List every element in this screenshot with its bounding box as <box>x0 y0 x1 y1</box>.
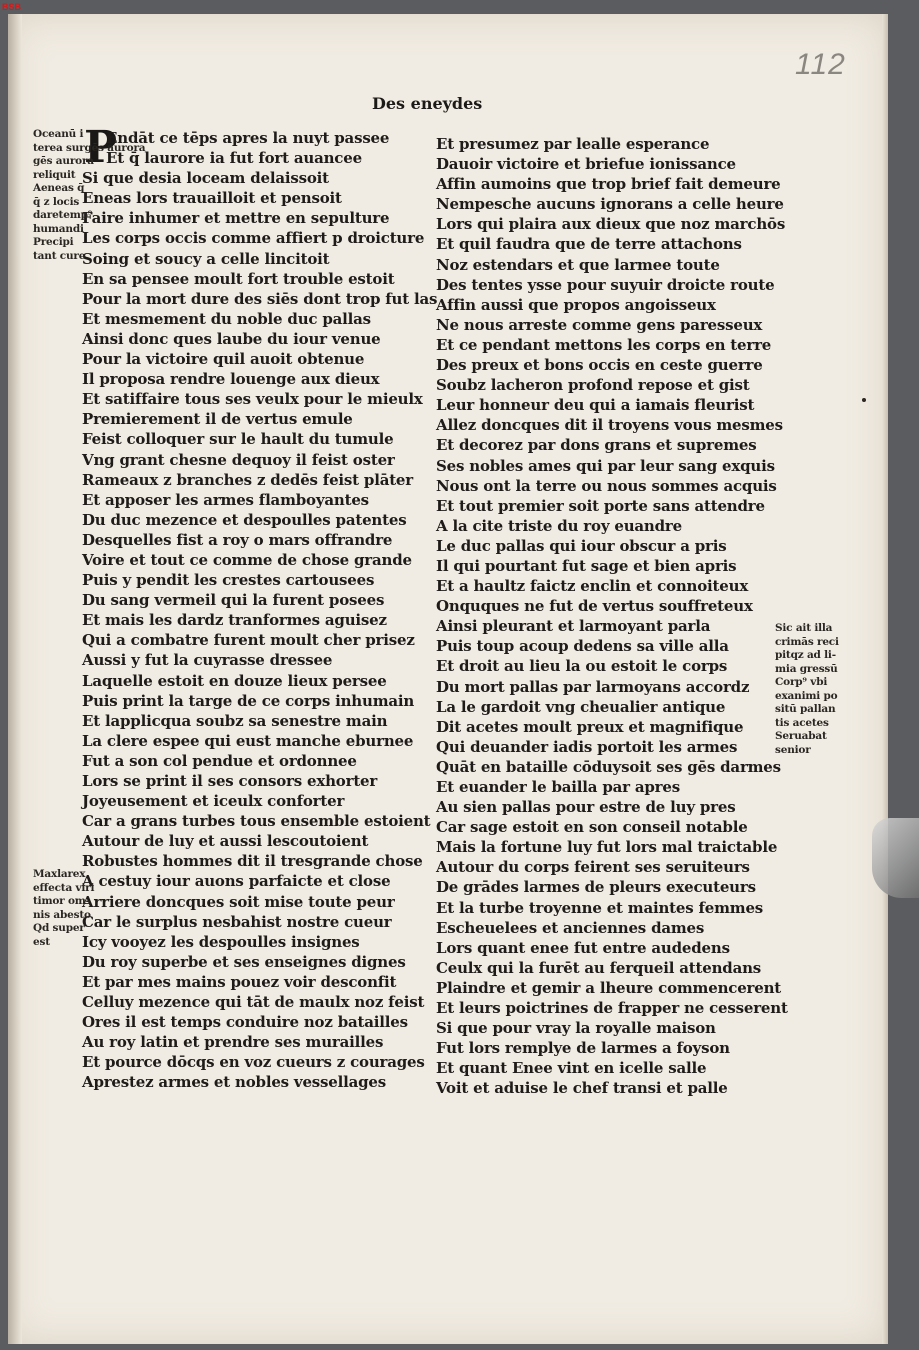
verse-line: Rameaux z branches z dedēs feist plāter <box>82 470 413 489</box>
gloss-line: sitū pallan <box>775 703 836 715</box>
gloss-line: crimās reci <box>775 635 839 648</box>
verse-line: Et quil faudra que de terre attachons <box>436 235 742 254</box>
verse-line: Joyeusement et iceulx conforter <box>82 792 345 811</box>
page-clip <box>872 818 919 898</box>
verse-line: Et q̄ laurore ia fut fort auancee <box>106 149 362 168</box>
left-text-column <box>82 122 438 1093</box>
verse-line: Qui a combatre furent moult cher prisez <box>82 631 415 650</box>
margin-note-top-left <box>33 122 146 263</box>
gloss-line: timor om- <box>33 895 90 907</box>
gloss-line: Precipi <box>33 236 74 248</box>
gloss-line: Sic ait illa <box>775 622 833 634</box>
verse-line: Ainsi pleurant et larmoyant parla <box>436 617 711 636</box>
verse-line: Et euander le bailla par apres <box>436 778 680 796</box>
verse-line: La le gardoit vng cheualier antique <box>436 697 726 716</box>
verse-line: Endāt ce tēps apres la nuyt passee <box>106 129 390 147</box>
verse-line: Faire inhumer et mettre en sepulture <box>82 209 390 228</box>
verse-line: A cestuy iour auons parfaicte et close <box>82 872 391 891</box>
verse-line: En sa pensee moult fort trouble estoit <box>82 269 395 288</box>
verse-line: Lors qui plaira aux dieux que noz marchōs <box>436 215 786 234</box>
gloss-line: gēs aurora <box>33 155 94 167</box>
verse-line: Puis y pendit les crestes cartousees <box>82 571 375 590</box>
verse-line: Car le surplus nesbahist nostre cueur <box>82 912 392 931</box>
verse-line: Si que pour vray la royalle maison <box>436 1019 716 1038</box>
verse-line: De grādes larmes de pleurs executeurs <box>436 878 756 897</box>
verse-line: Et ce pendant mettons les corps en terre <box>436 335 772 354</box>
verse-line: Noz estendars et que larmee toute <box>436 255 720 274</box>
verse-line: Du duc mezence et despoulles patentes <box>82 510 407 529</box>
verse-line: Et decorez par dons grans et supremes <box>436 436 757 455</box>
verse-line: Arriere doncques soit mise toute peur <box>82 892 395 911</box>
gloss-line: q̄ z locis <box>33 195 80 208</box>
page-edge <box>882 14 888 1344</box>
verse-line: Ne nous arreste comme gens paresseux <box>436 315 763 334</box>
page-spine <box>8 14 22 1344</box>
gloss-line: effecta viri <box>33 881 95 894</box>
gloss-line: Maxlarex <box>33 868 86 880</box>
verse-line: Il qui pourtant fut sage et bien apris <box>436 556 737 575</box>
verse-line: Affin aussi que propos angoisseux <box>436 295 716 314</box>
gloss-line: Corp⁹ vbi <box>775 676 828 688</box>
verse-line: A la cite triste du roy euandre <box>436 516 682 535</box>
gloss-line: exanimi po <box>775 689 838 702</box>
gloss-line: nis abesto <box>33 908 91 921</box>
verse-line: Et satiffaire tous ses veulx pour le mieulx <box>82 390 423 409</box>
margin-note-right <box>775 622 839 757</box>
verse-line: Le duc pallas qui iour obscur a pris <box>436 536 727 555</box>
verse-line: Ores il est temps conduire noz batailles <box>82 1013 408 1032</box>
verse-line: Celluy mezence qui tāt de maulx noz feist <box>82 993 425 1012</box>
verse-line: Et par mes mains pouez voir desconfit <box>82 972 397 991</box>
verse-line: Allez doncques dit il troyens vous mesmes <box>436 416 783 435</box>
verse-line: Car a grans turbes tous ensemble estoient <box>82 812 431 831</box>
gloss-line: Aeneas q̄ <box>33 182 85 194</box>
decorated-initial: P <box>84 122 118 173</box>
gloss-line: terea surgēs aurora <box>33 141 146 154</box>
verse-line: Affin aumoins que trop brief fait demeure <box>436 175 781 194</box>
verse-line: Et pource dōcqs en voz cueurs z courages <box>82 1053 425 1072</box>
verse-line: Du sang vermeil qui la furent posees <box>82 591 385 610</box>
verse-line: Du roy superbe et ses enseignes dignes <box>82 952 406 971</box>
verse-line: Et apposer les armes flamboyantes <box>82 490 369 509</box>
verse-line: Qui deuander iadis portoit les armes <box>436 737 738 756</box>
verse-line: Nempesche aucuns ignorans a celle heure <box>436 195 784 214</box>
verse-line: Voire et tout ce comme de chose grande <box>82 550 412 569</box>
verse-line: Et mesmement du noble duc pallas <box>82 309 371 328</box>
verse-line: Mais la fortune luy fut lors mal traictable <box>436 838 778 857</box>
running-header: Des eneydes <box>372 94 483 113</box>
verse-line: Et mais les dardz tranformes aguisez <box>82 611 387 630</box>
verse-line: Lors quant enee fut entre audedens <box>436 938 730 957</box>
gloss-line: Seruabat <box>775 730 827 742</box>
verse-line: Feist colloquer sur le hault du tumule <box>82 430 394 449</box>
verse-line: La clere espee qui eust manche eburnee <box>82 731 414 750</box>
gloss-line: tis acetes <box>775 716 829 729</box>
gloss-line: humandi <box>33 222 84 235</box>
verse-line: Et lapplicqua soubz sa senestre main <box>82 711 388 730</box>
verse-line: Au sien pallas pour estre de luy pres <box>436 798 736 817</box>
verse-line: Et la turbe troyenne et maintes femmes <box>436 898 764 917</box>
verse-line: Et quant Enee vint en icelle salle <box>436 1059 707 1078</box>
verse-line: Puis toup acoup dedens sa ville alla <box>436 637 729 656</box>
gloss-line: Qd super <box>33 922 85 934</box>
verse-line: Voit et aduise le chef transi et palle <box>436 1079 728 1098</box>
verse-line: Soing et soucy a celle lincitoit <box>82 249 330 268</box>
verse-line: Du mort pallas par larmoyans accordz <box>436 677 750 696</box>
verse-line: Des preux et bons occis en ceste guerre <box>436 356 763 375</box>
gloss-line: mia gressū <box>775 662 838 675</box>
right-text-column <box>436 134 788 1099</box>
ink-speck <box>862 398 866 402</box>
verse-line: Des tentes ysse pour suyuir droicte route <box>436 275 775 294</box>
verse-line: Dauoir victoire et briefue ionissance <box>436 155 736 174</box>
verse-line: Icy vooyez les despoulles insignes <box>82 932 360 951</box>
verse-line: Puis print la targe de ce corps inhumain <box>82 691 415 710</box>
verse-line: Eneas lors trauailloit et pensoit <box>82 189 342 208</box>
gloss-line: est <box>33 935 50 948</box>
verse-line: Aussi y fut la cuyrasse dressee <box>82 651 333 670</box>
verse-line: Ses nobles ames qui par leur sang exquis <box>436 456 775 475</box>
gloss-line: reliquit <box>33 168 76 181</box>
verse-line: Et leurs poictrines de frapper ne cesserent <box>436 999 788 1018</box>
verse-line: Car sage estoit en son conseil notable <box>436 818 748 837</box>
verse-line: Vng grant chesne dequoy il feist oster <box>82 450 395 469</box>
verse-line: Et droit au lieu la ou estoit le corps <box>436 657 728 676</box>
verse-line: Premierement il de vertus emule <box>82 410 353 429</box>
verse-line: Plaindre et gemir a lheure commencerent <box>436 978 782 997</box>
verse-line: Fut a son col pendue et ordonnee <box>82 751 357 770</box>
verse-line: Pour la victoire quil auoit obtenue <box>82 350 365 369</box>
verse-line: Leur honneur deu qui a iamais fleurist <box>436 396 755 415</box>
verse-line: Soubz lacheron profond repose et gist <box>436 376 750 395</box>
verse-line: Nous ont la terre ou nous sommes acquis <box>436 476 777 495</box>
gloss-line: pitqz ad li- <box>775 649 836 661</box>
verse-line: Desquelles fist a roy o mars offrandre <box>82 530 393 549</box>
verse-line: Quāt en bataille cōduysoit ses gēs darmes <box>436 757 781 776</box>
verse-line: Fut lors remplye de larmes a foyson <box>436 1039 730 1058</box>
verse-line: Et a haultz faictz enclin et connoiteux <box>436 577 749 596</box>
verse-line: Autour de luy et aussi lescoutoient <box>82 832 369 851</box>
gloss-line: senior <box>775 743 811 756</box>
verse-line: Ceulx qui la furēt au ferqueil attendans <box>436 958 762 977</box>
verse-line: Laquelle estoit en douze lieux persee <box>82 671 387 690</box>
verse-line: Lors se print il ses consors exhorter <box>82 772 378 790</box>
verse-line: Et presumez par lealle esperance <box>436 135 710 153</box>
verse-line: Robustes hommes dit il tresgrande chose <box>82 852 423 871</box>
verse-line: Dit acetes moult preux et magnifique <box>436 717 744 736</box>
verse-line: Et tout premier soit porte sans attendre <box>436 496 765 515</box>
verse-line: Pour la mort dure des siēs dont trop fut las <box>82 289 438 308</box>
verse-line: Les corps occis comme affiert p droicture <box>82 229 425 248</box>
verse-line: Au roy latin et prendre ses murailles <box>82 1033 384 1052</box>
gloss-line: daretemp⁹ <box>33 209 93 221</box>
folio-number: 112 <box>795 48 846 81</box>
verse-line: Ainsi donc ques laube du iour venue <box>82 329 381 348</box>
verse-line: Il proposa rendre louenge aux dieux <box>82 370 380 389</box>
verse-line: Si que desia loceam delaissoit <box>82 169 329 188</box>
verse-line: Autour du corps feirent ses seruiteurs <box>436 858 750 877</box>
gloss-line: tant cure <box>33 249 86 262</box>
library-stamp: BSB <box>2 2 22 12</box>
verse-line: Aprestez armes et nobles vessellages <box>82 1073 387 1092</box>
gloss-line: Oceanū i <box>33 128 84 140</box>
verse-line: Onquques ne fut de vertus souffreteux <box>436 597 753 616</box>
margin-note-bottom-left <box>33 868 94 949</box>
verse-line: Escheuelees et anciennes dames <box>436 918 705 937</box>
